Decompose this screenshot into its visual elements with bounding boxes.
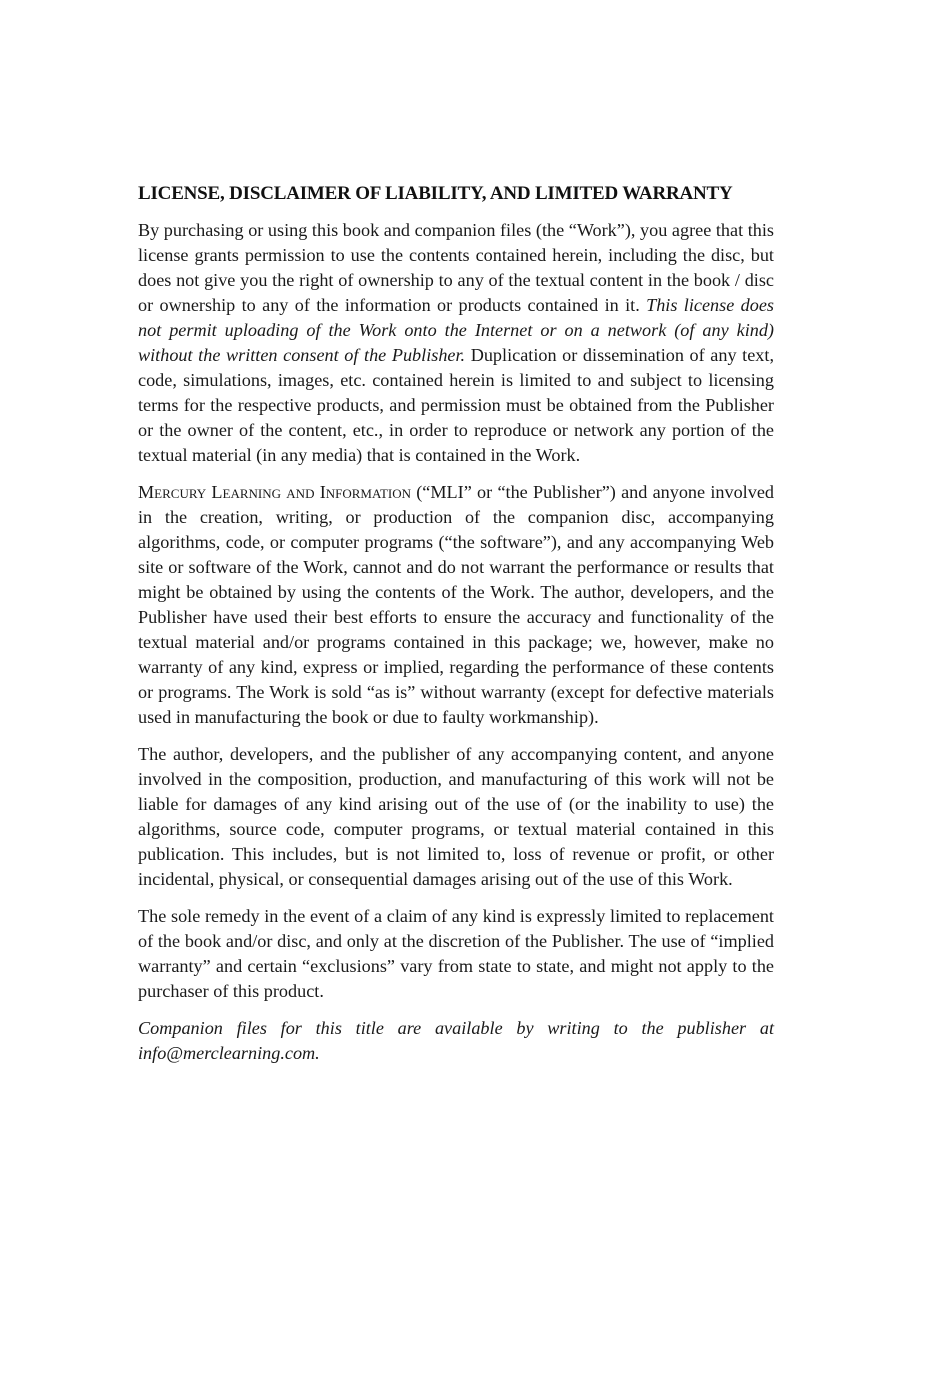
disclaimer-text: (“MLI” or “the Publisher”) and anyone involved in the creation, writing, or production of the companion disc, accompanying algorithms, code, or computer programs (“the software”), and any accompanying Web site or software of the Work, cannot and do not warrant the performance or results that might be obtained by using the contents of the Work. The author, developers, and the Publisher have used their best efforts to ensure the accuracy and functionality of the textual material and/or programs contained in this package; we, however, make no warranty of any kind, express or implied, regarding the performance of these contents or programs. The Work is sold “as is” without warranty (except for defective materials used in manufacturing the book or due to faulty workmanship). <box>138 482 774 727</box>
license-text-part1: By purchasing or using this book and companion files (the “Work”), you agree that this license grants permission to use the contents contained herein, including the disc, but does not give you the right of ownership to any of the textual content in the book / disc or ownership to any of the information or products contained in it. <box>138 220 774 315</box>
license-paragraph <box>138 218 774 468</box>
remedy-paragraph: The sole remedy in the event of a claim of any kind is expressly limited to replacement of the book and/or disc, and only at the discretion of the Publisher. The use of “implied warranty” and certain “exclusions” vary from state to state, and might not apply to the purchaser of this product. <box>138 906 774 1001</box>
liability-paragraph: The author, developers, and the publisher of any accompanying content, and anyone involved in the composition, production, and manufacturing of this work will not be liable for damages of any kind arising out of the use of (or the inability to use) the algorithms, source code, computer programs, or textual material contained in this publication. This includes, but is not limited to, loss of revenue or profit, or other incidental, physical, or consequential damages arising out of the use of this Work. <box>138 744 774 889</box>
license-text-part2: Duplication or dissemination of any text, code, simulations, images, etc. contained herein is limited to and subject to licensing terms for the respective products, and permission must be obtained from the Publisher or the owner of the content, etc., in order to reproduce or network any portion of the textual material (in any media) that is contained in the Work. <box>138 345 774 465</box>
license-italic-notice: This license does not permit uploading of the Work onto the Internet or on a network (of any kind) without the written consent of the Publisher. <box>138 295 774 365</box>
publisher-name: Mercury Learning and Information <box>138 482 411 502</box>
page-title: LICENSE, DISCLAIMER OF LIABILITY, AND LIMITED WARRANTY <box>138 183 733 204</box>
page-content <box>138 181 774 1078</box>
disclaimer-paragraph <box>138 480 774 730</box>
companion-files-note: Companion files for this title are available by writing to the publisher at info@merclearning.com. <box>138 1018 774 1063</box>
